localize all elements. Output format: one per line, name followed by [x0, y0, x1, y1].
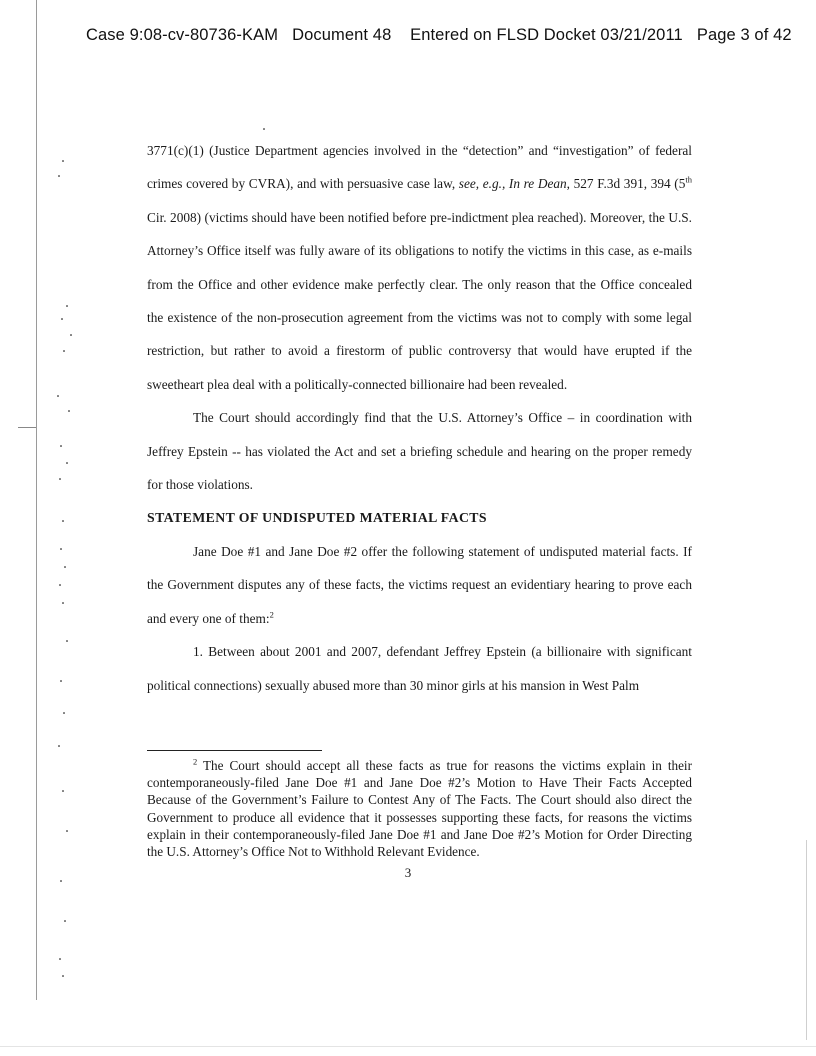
left-margin-rule — [36, 0, 37, 1000]
case-citation: see, e.g., In re Dean — [458, 176, 567, 192]
page-number: 3 — [404, 865, 412, 880]
bottom-edge-rule — [0, 1046, 816, 1047]
footnote-separator — [147, 750, 322, 751]
paragraph-statement: Jane Doe #1 and Jane Doe #2 offer the following statement of undisputed material facts. If the Government disputes any of these facts, the victims request an evidentiary hearing to prove each and every one of them:$^2$ — [147, 543, 692, 626]
footnote-marker: 2 — [193, 756, 198, 767]
section-heading: STATEMENT OF UNDISPUTED MATERIAL FACTS — [147, 510, 487, 526]
paragraph-cvra: 3771(c)(1) (Justice Department agencies involved in the “detection” and “investigation” of federal crimes covered by CVRA), and with persuasive case law, see, e.g., In re Dean, 527 F.3d 391, 394 (5th Cir. 2008) (victims should have been notified before pre-indictment plea reached). Moreover, the U.S. Attorney’s Office itself was fully aware of its obligations to notify the victims in this case, as e-mails from the Office and other evidence make perfectly clear. The only reason that the Office concealed the existence of the non-prosecution agreement from the victims was not to comply with some legal restriction, but rather to avoid a firestorm of public controversy that would have erupted if the sweetheart plea deal with a politically-connected billionaire had been revealed. — [147, 143, 692, 392]
paragraph-fact-1: 1. Between about 2001 and 2007, defendant Jeffrey Epstein (a billionaire with significant political connections) sexually abused more than 30 minor girls at his mansion in West Palm — [147, 644, 692, 693]
footnote-text: The Court should accept all these facts as true for reasons the victims explain in their contemporaneously-filed Jane Doe #1 and Jane Doe #2’s Motion to Have Their Facts Accepted Because of the Government’s Failure to Contest Any of The Facts. The Court should also direct the Government to produce all evidence that it possesses supporting these facts, for reasons the victims explain in their contemporaneously-filed Jane Doe #1 and Jane Doe #2’s Motion for Order Directing the U.S. Attorney’s Office Not to Withhold Relevant Evidence. — [147, 758, 692, 860]
docket-entry: Entered on FLSD Docket 03/21/2011 — [410, 26, 683, 44]
docket-header — [86, 26, 792, 45]
footnote — [147, 757, 692, 860]
document-number: Document 48 — [292, 26, 392, 44]
page-indicator: Page 3 of 42 — [696, 26, 792, 44]
document-body — [147, 134, 692, 702]
case-number: Case 9:08-cv-80736-KAM — [86, 26, 279, 44]
footnote-reference: 2 — [269, 609, 274, 620]
paragraph-conclusion: The Court should accordingly find that the U.S. Attorney’s Office – in coordination with Jeffrey Epstein -- has violated the Act and set a briefing schedule and hearing on the proper remedy for those violations. — [147, 410, 692, 493]
left-margin-tick — [18, 427, 36, 428]
